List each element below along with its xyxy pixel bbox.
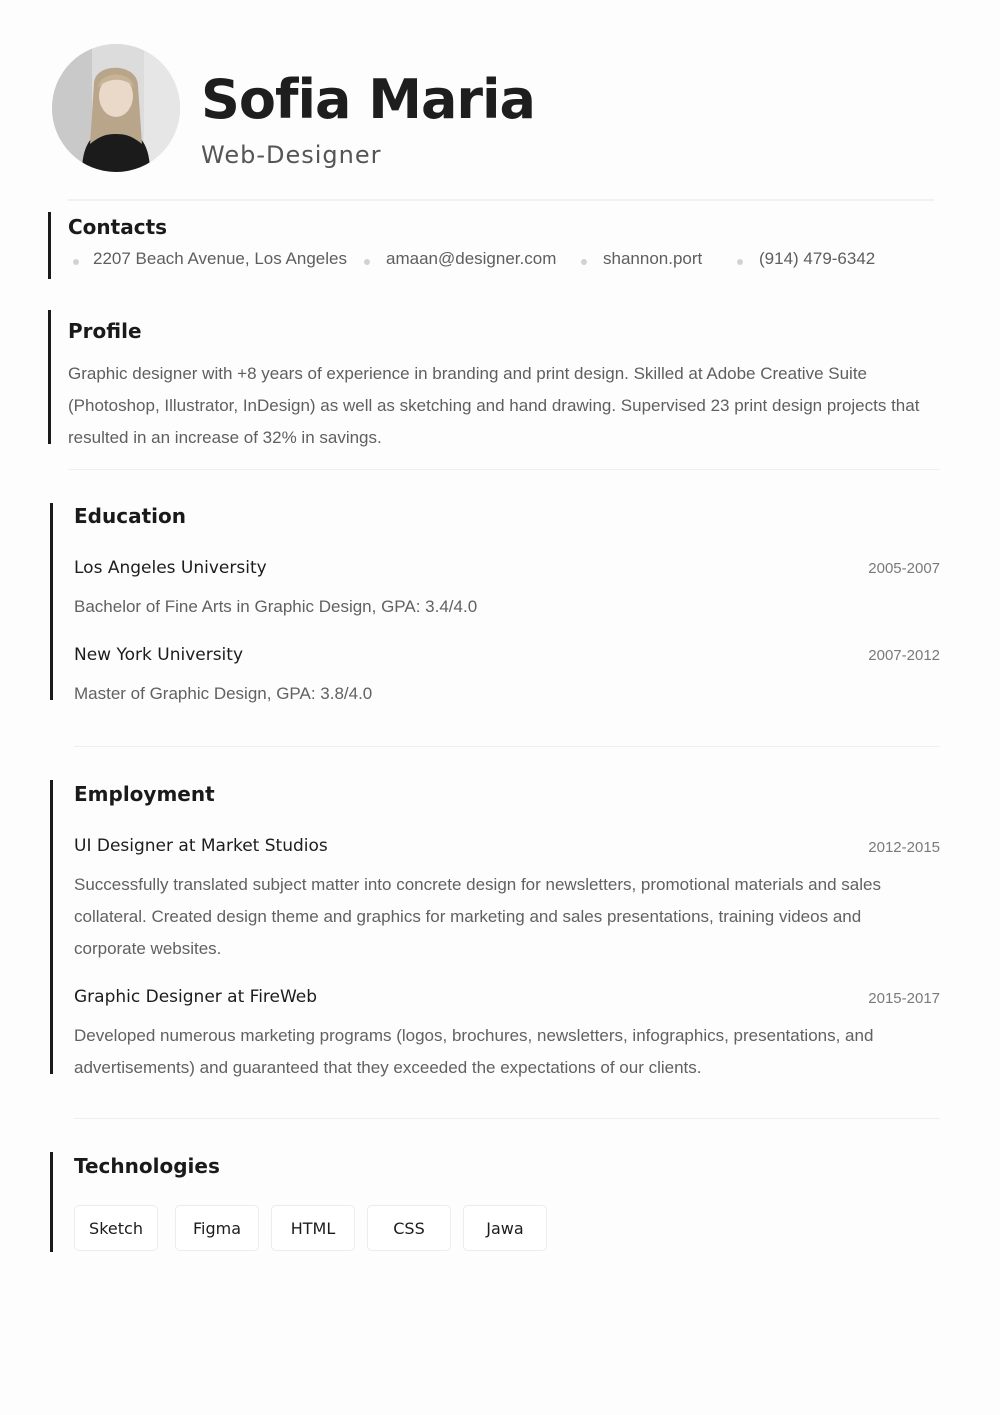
candidate-role: Web-Designer	[201, 141, 382, 169]
tech-chip: Figma	[175, 1205, 259, 1251]
contact-website[interactable]: shannon.port	[603, 249, 703, 268]
tech-chip: HTML	[271, 1205, 355, 1251]
section-divider	[74, 1118, 940, 1119]
education-date: 2005-2007	[868, 560, 940, 577]
description-line: corporate websites.	[74, 939, 222, 958]
education-degree: Bachelor of Fine Arts in Graphic Design, GPA: 3.4/4.0	[74, 597, 478, 616]
candidate-name: Sofia Maria	[201, 68, 535, 131]
bullet-dot	[737, 259, 743, 265]
job-date: 2012-2015	[868, 839, 940, 856]
section-title: Education	[74, 504, 186, 528]
resume-header	[52, 44, 952, 174]
education-school: New York University	[74, 645, 244, 665]
contact-address: 2207 Beach Avenue, Los Angeles	[93, 249, 347, 268]
profile-photo	[52, 44, 180, 172]
education-date: 2007-2012	[868, 647, 940, 664]
education-degree: Master of Graphic Design, GPA: 3.8/4.0	[74, 684, 373, 703]
profile-summary	[68, 358, 936, 454]
portrait-image	[52, 44, 180, 172]
section-title: Contacts	[68, 215, 168, 239]
job-description	[74, 869, 934, 965]
job-description	[74, 1020, 934, 1084]
contact-phone: (914) 479-6342	[759, 249, 876, 268]
bullet-dot	[73, 259, 79, 265]
summary-line: Graphic designer with +8 years of experience in branding and print design. Skilled at Adobe Creative Suite	[68, 364, 868, 383]
contact-email[interactable]: amaan@designer.com	[386, 249, 557, 268]
job-title: UI Designer at Market Studios	[74, 836, 328, 856]
section-title: Profile	[68, 319, 142, 343]
description-line: Developed numerous marketing programs (logos, brochures, newsletters, infographics, presentations, and	[74, 1026, 874, 1045]
description-line: Successfully translated subject matter into concrete design for newsletters, promotional materials and sales	[74, 875, 881, 894]
section-title: Technologies	[74, 1154, 220, 1178]
profile-section	[48, 310, 948, 447]
tech-chip: Sketch	[74, 1205, 158, 1251]
education-school: Los Angeles University	[74, 558, 267, 578]
section-divider	[68, 469, 940, 470]
bullet-dot	[581, 259, 587, 265]
tech-chip: Jawa	[463, 1205, 547, 1251]
education-section	[50, 503, 940, 703]
section-divider	[74, 746, 940, 747]
tech-chip: CSS	[367, 1205, 451, 1251]
description-line: advertisements) and guaranteed that they exceeded the expectations of our clients.	[74, 1058, 702, 1077]
contacts-section	[48, 212, 948, 279]
technologies-section	[50, 1152, 940, 1252]
summary-line: (Photoshop, Illustrator, InDesign) as well as sketching and hand drawing. Supervised 23 print design projects that	[68, 396, 920, 415]
employment-section	[50, 780, 940, 1077]
job-date: 2015-2017	[868, 990, 940, 1007]
header-divider	[68, 199, 934, 201]
summary-line: resulted in an increase of 32% in savings.	[68, 428, 382, 447]
job-title: Graphic Designer at FireWeb	[74, 987, 318, 1007]
section-title: Employment	[74, 782, 215, 806]
bullet-dot	[364, 259, 370, 265]
description-line: collateral. Created design theme and graphics for marketing and sales presentations, training videos and	[74, 907, 862, 926]
